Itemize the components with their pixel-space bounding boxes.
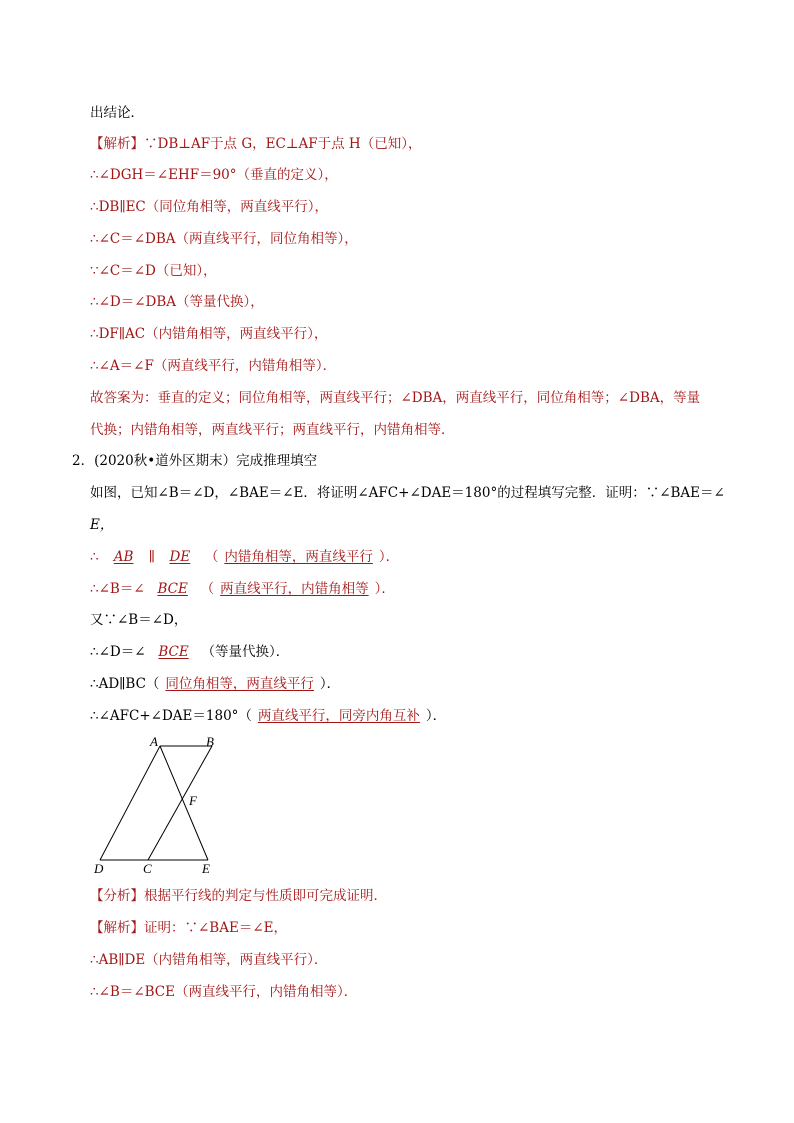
solution-line: 代换；内错角相等，两直线平行；两直线平行，内错角相等． <box>90 422 455 438</box>
bracket-text: ）． <box>378 549 400 565</box>
solution-line <box>90 919 287 937</box>
answer-blank: DE <box>169 549 191 565</box>
analysis-tag: 【解析】 <box>90 136 144 152</box>
analysis-text: 根据平行线的判定与性质即可完成证明． <box>144 888 387 904</box>
question-header: 2．(2020秋•道外区期末）完成推理填空 <box>72 453 318 469</box>
fill-line-2 <box>90 580 395 598</box>
analysis-tag: 【分析】 <box>90 888 144 904</box>
geometry-figure <box>88 732 228 877</box>
statement-line: 又∵∠B＝∠D， <box>90 612 188 628</box>
segment-ae <box>160 746 208 860</box>
therefore-text: ∴ <box>90 549 99 565</box>
solution-line: ∴DB∥EC（同位角相等，两直线平行）， <box>90 199 329 215</box>
solution-line: ∴AB∥DE（内错角相等，两直线平行）． <box>90 952 328 968</box>
statement-text: （等量代换）． <box>201 644 290 660</box>
bracket-text: （ <box>204 549 219 565</box>
solution-text: 证明：∵∠BAE＝∠E， <box>144 920 288 936</box>
solution-line: ∵∠C＝∠D（已知）， <box>90 263 217 279</box>
solution-line <box>90 135 421 153</box>
question-text: E， <box>90 517 114 533</box>
solution-text: ∵DB⊥AF于点 G，EC⊥AF于点 H（已知）， <box>144 136 422 152</box>
solution-line: ∴∠D＝∠DBA（等量代换）， <box>90 294 264 310</box>
statement-text: ∴AD∥BC（ <box>90 676 160 692</box>
answer-blank: 两直线平行，内错角相等 <box>220 581 369 597</box>
answer-blank: AB <box>113 549 134 565</box>
solution-line: ∴∠C＝∠DBA（两直线平行，同位角相等）， <box>90 231 358 247</box>
text-line: 出结论． <box>90 105 144 121</box>
point-label-d: D <box>94 861 104 876</box>
solution-line: ∴∠B＝∠BCE（两直线平行，内错角相等）． <box>90 984 358 1000</box>
answer-blank: 两直线平行，同旁内角互补 <box>257 708 420 724</box>
bracket-text: ）． <box>425 708 447 724</box>
answer-blank: 内错角相等，两直线平行 <box>224 549 373 565</box>
question-text: 如图，已知∠B＝∠D，∠BAE＝∠E．将证明∠AFC+∠DAE＝180°的过程填写完整．证明：∵∠BAE＝∠ <box>90 485 725 501</box>
point-label-b: B <box>206 734 214 749</box>
answer-blank: BCE <box>157 581 188 597</box>
statement-text: ∴∠AFC+∠DAE＝180°（ <box>90 708 252 724</box>
bracket-text: ）． <box>319 676 341 692</box>
solution-line: ∴∠DGH＝∠EHF＝90°（垂直的定义）， <box>90 167 338 183</box>
solution-line: ∴∠A＝∠F（两直线平行，内错角相等）． <box>90 358 337 374</box>
point-label-e: E <box>202 861 210 876</box>
fill-line-3 <box>90 643 289 661</box>
analysis-line <box>90 887 387 905</box>
fill-line-5 <box>90 707 446 725</box>
bracket-text: ）． <box>374 581 395 597</box>
fill-line-4 <box>90 675 340 693</box>
solution-line: ∴DF∥AC（内错角相等，两直线平行）， <box>90 326 328 342</box>
point-label-f: F <box>189 793 197 808</box>
statement-text: ∴∠B＝∠ <box>90 581 145 597</box>
solution-tag: 【解析】 <box>90 920 144 936</box>
statement-text: ∴∠D＝∠ <box>90 644 146 660</box>
segment-bc <box>148 746 212 860</box>
point-label-c: C <box>143 861 152 876</box>
parallel-symbol: ∥ <box>148 549 155 565</box>
solution-line: 故答案为：垂直的定义；同位角相等，两直线平行；∠DBA，两直线平行，同位角相等；∠DBA，等量 <box>90 390 701 406</box>
point-label-a: A <box>150 734 158 749</box>
segment-ad <box>100 746 160 860</box>
answer-blank: 同位角相等，两直线平行 <box>165 676 314 692</box>
answer-blank: BCE <box>158 644 189 660</box>
fill-line-1 <box>90 548 399 566</box>
bracket-text: （ <box>200 581 215 597</box>
